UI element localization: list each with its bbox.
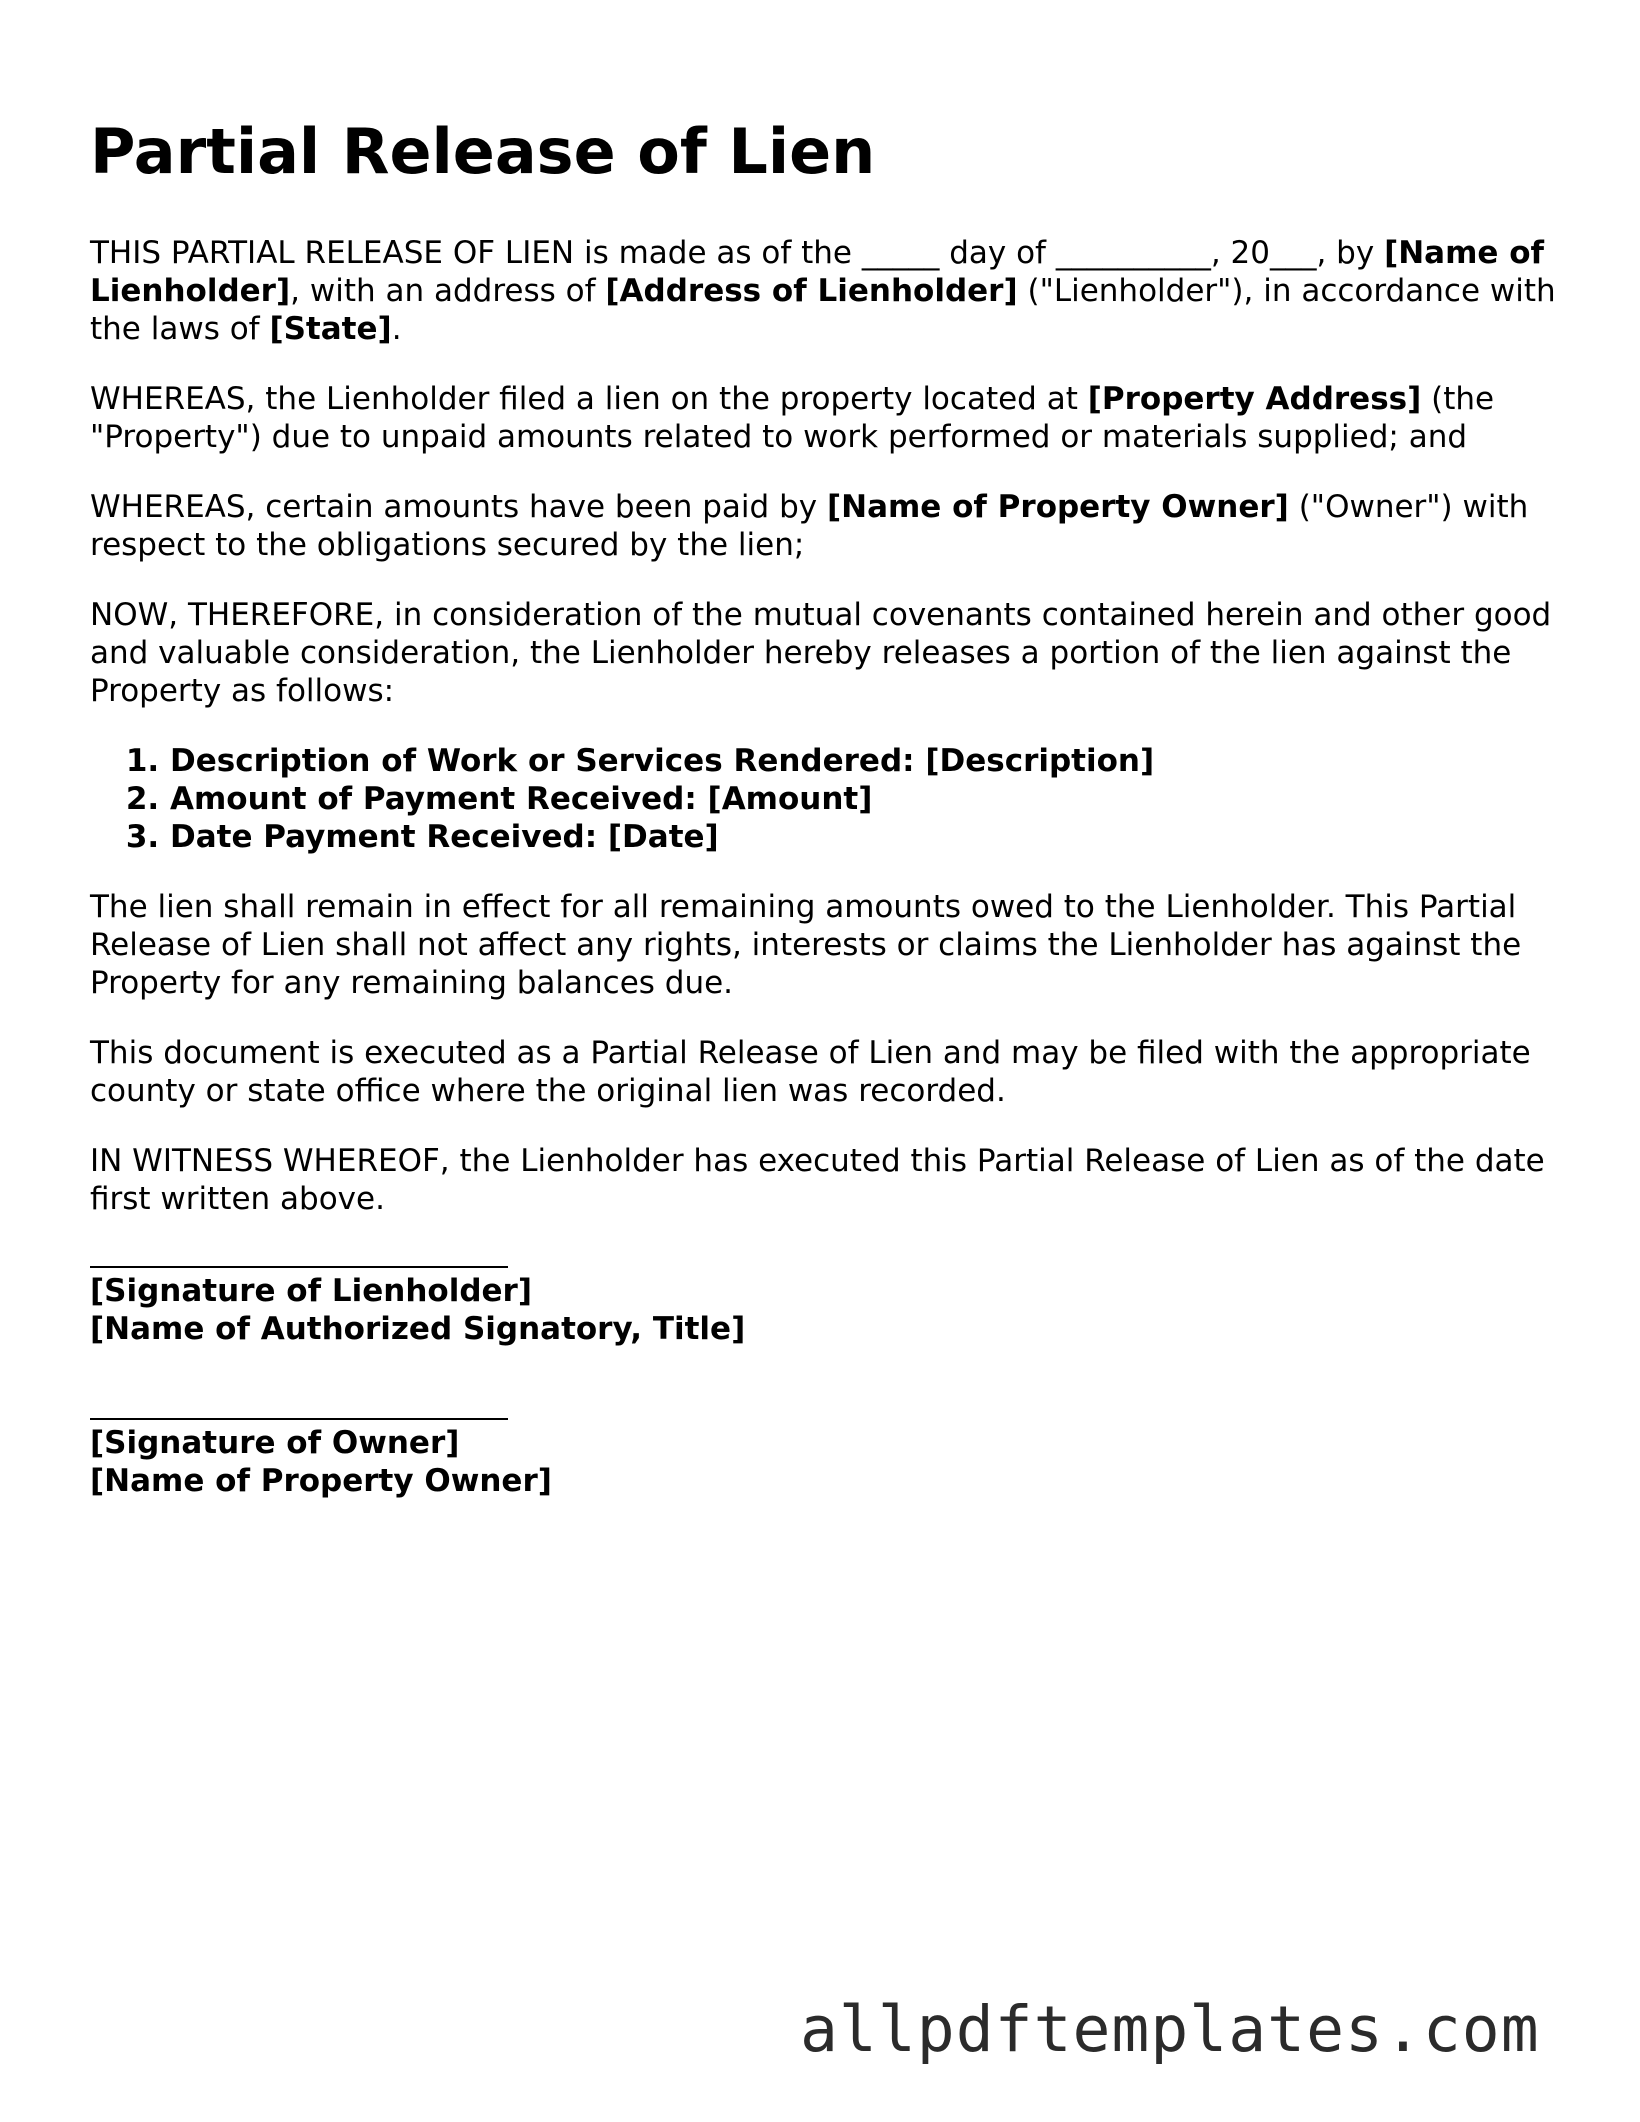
intro-text-1: THIS PARTIAL RELEASE OF LIEN is made as of the _____ day of __________, 20___, by bbox=[90, 235, 1385, 271]
lienholder-signature-block bbox=[90, 1266, 1560, 1348]
authorized-signatory-label: [Name of Authorized Signatory, Title] bbox=[90, 1311, 746, 1347]
intro-text-2: , with an address of bbox=[290, 273, 606, 309]
list-item: 1. Description of Work or Services Rendered: [Description] bbox=[170, 742, 1560, 780]
document-title: Partial Release of Lien bbox=[90, 115, 876, 188]
signature-line bbox=[90, 1266, 508, 1268]
owner-signature-label: [Signature of Owner] bbox=[90, 1425, 460, 1461]
terms-list bbox=[90, 742, 1560, 856]
state-placeholder: [State] bbox=[269, 311, 392, 347]
now-therefore-paragraph: NOW, THEREFORE, in consideration of the mutual covenants contained herein and other good and valuable consideration, the Lienholder hereby releases a portion of the lien against the Property as follows: bbox=[90, 597, 1552, 709]
whereas-paragraph-2 bbox=[90, 488, 1560, 564]
watermark-text: allpdftemplates.com bbox=[800, 1993, 1540, 2066]
list-item: 2. Amount of Payment Received: [Amount] bbox=[170, 780, 1560, 818]
intro-text-3: ("Lienholder"), in accordance with the laws of bbox=[90, 273, 1556, 347]
intro-text-4: . bbox=[391, 311, 402, 347]
owner-name-label: [Name of Property Owner] bbox=[90, 1463, 552, 1499]
property-address-placeholder: [Property Address] bbox=[1087, 381, 1422, 417]
lienholder-name-placeholder: [Name of Lienholder] bbox=[90, 235, 1544, 309]
signature-line bbox=[90, 1418, 508, 1420]
list-item: 3. Date Payment Received: [Date] bbox=[170, 818, 1560, 856]
property-owner-placeholder: [Name of Property Owner] bbox=[826, 489, 1289, 525]
witness-paragraph: IN WITNESS WHEREOF, the Lienholder has executed this Partial Release of Lien as of the date first written above. bbox=[90, 1143, 1545, 1217]
whereas1-text-2: (the "Property") due to unpaid amounts related to work performed or materials supplied; and bbox=[90, 381, 1495, 455]
whereas-paragraph-1 bbox=[90, 380, 1560, 456]
lienholder-signature-label: [Signature of Lienholder] bbox=[90, 1273, 533, 1309]
lienholder-address-placeholder: [Address of Lienholder] bbox=[605, 273, 1018, 309]
remain-effect-paragraph: The lien shall remain in effect for all remaining amounts owed to the Lienholder. This Partial Release of Lien shall not affect any rights, interests or claims the Lienholder has against the Property for any remaining balances due. bbox=[90, 889, 1522, 1001]
document-page bbox=[90, 112, 1560, 1500]
whereas2-text-1: WHEREAS, certain amounts have been paid by bbox=[90, 489, 827, 525]
owner-signature-block bbox=[90, 1418, 1560, 1500]
executed-paragraph: This document is executed as a Partial Release of Lien and may be filed with the appropriate county or state office where the original lien was recorded. bbox=[90, 1035, 1531, 1109]
whereas1-text-1: WHEREAS, the Lienholder filed a lien on the property located at bbox=[90, 381, 1088, 417]
intro-paragraph bbox=[90, 234, 1560, 348]
whereas2-text-2: ("Owner") with respect to the obligations secured by the lien; bbox=[90, 489, 1529, 563]
